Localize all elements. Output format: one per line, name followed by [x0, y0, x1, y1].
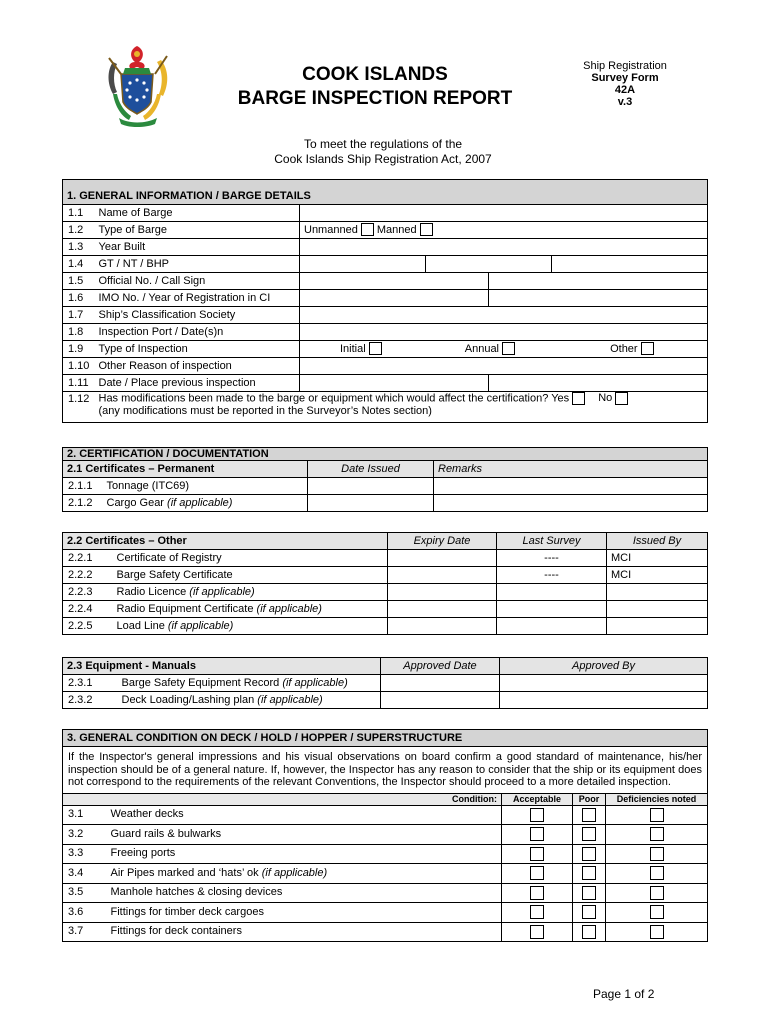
row-num: 3.4	[63, 864, 107, 884]
col-date-issued: Date Issued	[308, 461, 434, 478]
row-num: 3.7	[63, 922, 107, 942]
poor-checkbox[interactable]	[582, 866, 596, 880]
deficiencies-checkbox[interactable]	[650, 827, 664, 841]
table-row	[63, 567, 708, 584]
row-label: Fittings for deck containers	[107, 922, 502, 942]
table-row	[63, 675, 708, 692]
row-num: 1.1	[63, 205, 95, 222]
issued-by-field[interactable]	[607, 584, 708, 601]
row-num: 1.10	[63, 358, 95, 375]
last-survey-field[interactable]	[497, 601, 607, 618]
col-last-survey: Last Survey	[497, 533, 607, 550]
option-annual-label: Annual	[464, 342, 500, 355]
option-initial-label: Initial	[340, 342, 366, 355]
table-row	[63, 550, 708, 567]
section-2-2-table	[62, 532, 708, 635]
table-row	[63, 922, 708, 942]
modifications-note: (any modifications must be reported in the Surveyor’s Notes section)	[98, 405, 432, 418]
last-survey-field[interactable]: ----	[497, 567, 607, 584]
row-num: 1.7	[63, 307, 95, 324]
col-deficiencies: Deficiencies noted	[606, 793, 708, 805]
previous-inspection-place-field[interactable]	[489, 375, 708, 392]
previous-inspection-date-field[interactable]	[300, 375, 489, 392]
yes-label: Yes	[551, 392, 570, 405]
gt-field[interactable]	[300, 256, 426, 273]
poor-checkbox[interactable]	[582, 847, 596, 861]
regulation-subtitle	[230, 137, 536, 167]
report-title-block	[210, 63, 540, 111]
acceptable-checkbox[interactable]	[530, 905, 544, 919]
date-issued-field[interactable]	[308, 495, 434, 512]
other-checkbox[interactable]	[641, 342, 654, 355]
row-num: 2.3.1	[63, 675, 118, 692]
no-checkbox[interactable]	[615, 392, 628, 405]
section-2-heading: 2. CERTIFICATION / DOCUMENTATION	[63, 448, 708, 461]
expiry-date-field[interactable]	[388, 550, 497, 567]
acceptable-checkbox[interactable]	[530, 866, 544, 880]
approved-date-field[interactable]	[381, 675, 500, 692]
acceptable-checkbox[interactable]	[530, 827, 544, 841]
name-of-barge-field[interactable]	[300, 205, 708, 222]
row-num: 3.2	[63, 825, 107, 845]
section-1-table	[62, 179, 708, 423]
reg-line-3: 42A	[614, 84, 636, 96]
poor-checkbox[interactable]	[582, 925, 596, 939]
table-row	[63, 358, 708, 375]
option-unmanned-label: Unmanned	[304, 223, 358, 236]
row-num: 2.2.5	[63, 618, 113, 635]
issued-by-field[interactable]	[607, 601, 708, 618]
table-row	[63, 618, 708, 635]
row-num: 1.5	[63, 273, 95, 290]
type-of-barge-options	[300, 222, 708, 239]
row-label: Ship’s Classification Society	[95, 307, 300, 324]
option-other-label: Other	[610, 342, 638, 355]
table-row	[63, 844, 708, 864]
reg-line-2: Survey Form	[591, 72, 659, 84]
row-num: 2.2.1	[63, 550, 113, 567]
col-approved-by: Approved By	[500, 658, 708, 675]
official-no-field[interactable]	[300, 273, 489, 290]
form-id-block	[560, 60, 690, 108]
call-sign-field[interactable]	[489, 273, 708, 290]
row-num: 1.12	[63, 392, 95, 423]
section-3-table	[62, 729, 708, 942]
table-row	[63, 239, 708, 256]
expiry-date-field[interactable]	[388, 584, 497, 601]
poor-checkbox[interactable]	[582, 808, 596, 822]
issued-by-field[interactable]	[607, 618, 708, 635]
row-num: 2.2.4	[63, 601, 113, 618]
poor-checkbox[interactable]	[582, 827, 596, 841]
row-num: 1.4	[63, 256, 95, 273]
row-label: Load Line (if applicable)	[113, 618, 388, 635]
row-num: 2.2.3	[63, 584, 113, 601]
row-label: IMO No. / Year of Registration in CI	[95, 290, 300, 307]
col-remarks: Remarks	[434, 461, 708, 478]
row-label: Inspection Port / Date(s)n	[95, 324, 300, 341]
certificates-permanent-heading: 2.1 Certificates – Permanent	[63, 461, 308, 478]
row-num: 3.5	[63, 883, 107, 903]
inspection-guidance-paragraph: If the Inspector's general impressions and his visual observations on board confirm a good standard of maintenance, his/her inspection should be of a general nature. If, however, the Inspector has any reason to consider that the ship or its equipment does not correspond to the requirements of the relevant Conventions, the Inspector should proceed to a more detailed inspection.	[63, 747, 708, 794]
issued-by-field[interactable]: MCI	[607, 550, 708, 567]
imo-no-field[interactable]	[300, 290, 489, 307]
row-label: Cargo Gear (if applicable)	[103, 495, 308, 512]
col-issued-by: Issued By	[607, 533, 708, 550]
last-survey-field[interactable]	[497, 618, 607, 635]
certificates-other-heading: 2.2 Certificates – Other	[63, 533, 388, 550]
row-num: 2.2.2	[63, 567, 113, 584]
row-label: Deck Loading/Lashing plan (if applicable)	[118, 692, 381, 709]
row-label: Guard rails & bulwarks	[107, 825, 502, 845]
row-num: 1.11	[63, 375, 95, 392]
acceptable-checkbox[interactable]	[530, 847, 544, 861]
poor-checkbox[interactable]	[582, 886, 596, 900]
option-manned-label: Manned	[376, 223, 417, 236]
row-num: 2.1.1	[63, 478, 103, 495]
row-num: 3.1	[63, 805, 107, 825]
table-row	[63, 256, 708, 273]
nt-field[interactable]	[426, 256, 552, 273]
expiry-date-field[interactable]	[388, 567, 497, 584]
row-num: 2.3.2	[63, 692, 118, 709]
row-num: 2.1.2	[63, 495, 103, 512]
row-num: 1.6	[63, 290, 95, 307]
last-survey-field[interactable]: ----	[497, 550, 607, 567]
deficiencies-checkbox[interactable]	[650, 847, 664, 861]
table-row	[63, 324, 708, 341]
remarks-field[interactable]	[434, 495, 708, 512]
table-row	[63, 903, 708, 923]
row-label: GT / NT / BHP	[95, 256, 300, 273]
row-label: Date / Place previous inspection	[95, 375, 300, 392]
year-of-registration-field[interactable]	[489, 290, 708, 307]
row-label: Year Built	[95, 239, 300, 256]
col-acceptable: Acceptable	[502, 793, 573, 805]
table-row	[63, 692, 708, 709]
other-reason-field[interactable]	[300, 358, 708, 375]
section-2-3-table	[62, 657, 708, 709]
equipment-manuals-heading: 2.3 Equipment - Manuals	[63, 658, 381, 675]
type-of-inspection-options	[300, 341, 708, 358]
row-label: Weather decks	[107, 805, 502, 825]
table-row	[63, 375, 708, 392]
row-label: Other Reason of inspection	[95, 358, 300, 375]
no-label: No	[598, 392, 613, 405]
country-title: COOK ISLANDS	[302, 64, 448, 85]
subtitle-line-1: To meet the regulations of the	[303, 137, 463, 151]
last-survey-field[interactable]	[497, 584, 607, 601]
classification-society-field[interactable]	[300, 307, 708, 324]
section-1-heading: 1. GENERAL INFORMATION / BARGE DETAILS	[63, 180, 708, 205]
row-label: Air Pipes marked and ‘hats’ ok (if applicable)	[107, 864, 502, 884]
expiry-date-field[interactable]	[388, 618, 497, 635]
col-approved-date: Approved Date	[381, 658, 500, 675]
table-row	[63, 307, 708, 324]
row-label: Freeing ports	[107, 844, 502, 864]
table-row	[63, 805, 708, 825]
col-poor: Poor	[573, 793, 606, 805]
row-label: Official No. / Call Sign	[95, 273, 300, 290]
deficiencies-checkbox[interactable]	[650, 925, 664, 939]
unmanned-checkbox[interactable]	[361, 223, 374, 236]
row-label: Type of Inspection	[95, 341, 300, 358]
table-row	[63, 495, 708, 512]
manned-checkbox[interactable]	[420, 223, 433, 236]
deficiencies-checkbox[interactable]	[650, 886, 664, 900]
table-row	[63, 205, 708, 222]
row-label: Fittings for timber deck cargoes	[107, 903, 502, 923]
reg-line-1: Ship Registration	[583, 60, 667, 72]
date-issued-field[interactable]	[308, 478, 434, 495]
row-label: Type of Barge	[95, 222, 300, 239]
row-num: 3.3	[63, 844, 107, 864]
col-expiry-date: Expiry Date	[388, 533, 497, 550]
acceptable-checkbox[interactable]	[530, 808, 544, 822]
table-row	[63, 392, 708, 423]
expiry-date-field[interactable]	[388, 601, 497, 618]
table-row	[63, 290, 708, 307]
table-row	[63, 601, 708, 618]
page-number: Page 1 of 2	[593, 987, 655, 1001]
issued-by-field[interactable]: MCI	[607, 567, 708, 584]
acceptable-checkbox[interactable]	[530, 886, 544, 900]
section-2-1-table	[62, 447, 708, 512]
approved-by-field[interactable]	[500, 692, 708, 709]
table-row	[63, 478, 708, 495]
table-row	[63, 883, 708, 903]
year-built-field[interactable]	[300, 239, 708, 256]
bhp-field[interactable]	[552, 256, 708, 273]
remarks-field[interactable]	[434, 478, 708, 495]
row-label: Radio Equipment Certificate (if applicable)	[113, 601, 388, 618]
row-num: 1.8	[63, 324, 95, 341]
row-label: Tonnage (ITC69)	[103, 478, 308, 495]
row-label: Barge Safety Equipment Record (if applicable)	[118, 675, 381, 692]
deficiencies-checkbox[interactable]	[650, 808, 664, 822]
row-label: Manhole hatches & closing devices	[107, 883, 502, 903]
row-label: Certificate of Registry	[113, 550, 388, 567]
inspection-port-field[interactable]	[300, 324, 708, 341]
cook-islands-crest-logo	[99, 44, 177, 128]
table-row	[63, 584, 708, 601]
row-num: 3.6	[63, 903, 107, 923]
subtitle-line-2: Cook Islands Ship Registration Act, 2007	[274, 152, 492, 166]
deficiencies-checkbox[interactable]	[650, 866, 664, 880]
col-condition: Condition:	[63, 793, 502, 805]
poor-checkbox[interactable]	[582, 905, 596, 919]
table-row	[63, 825, 708, 845]
modifications-label: Has modifications been made to the barge or equipment which would affect the certification?	[98, 392, 549, 405]
row-label: Radio Licence (if applicable)	[113, 584, 388, 601]
section-3-heading: 3. GENERAL CONDITION ON DECK / HOLD / HOPPER / SUPERSTRUCTURE	[63, 730, 708, 747]
table-row	[63, 273, 708, 290]
row-num: 1.3	[63, 239, 95, 256]
annual-checkbox[interactable]	[502, 342, 515, 355]
table-row	[63, 341, 708, 358]
deficiencies-checkbox[interactable]	[650, 905, 664, 919]
report-title: BARGE INSPECTION REPORT	[237, 88, 513, 109]
modifications-question	[95, 392, 708, 423]
table-row	[63, 864, 708, 884]
yes-checkbox[interactable]	[572, 392, 585, 405]
table-row	[63, 222, 708, 239]
approved-date-field[interactable]	[381, 692, 500, 709]
acceptable-checkbox[interactable]	[530, 925, 544, 939]
approved-by-field[interactable]	[500, 675, 708, 692]
initial-checkbox[interactable]	[369, 342, 382, 355]
row-num: 1.2	[63, 222, 95, 239]
reg-line-4: v.3	[617, 96, 633, 108]
row-label: Name of Barge	[95, 205, 300, 222]
row-num: 1.9	[63, 341, 95, 358]
row-label: Barge Safety Certificate	[113, 567, 388, 584]
